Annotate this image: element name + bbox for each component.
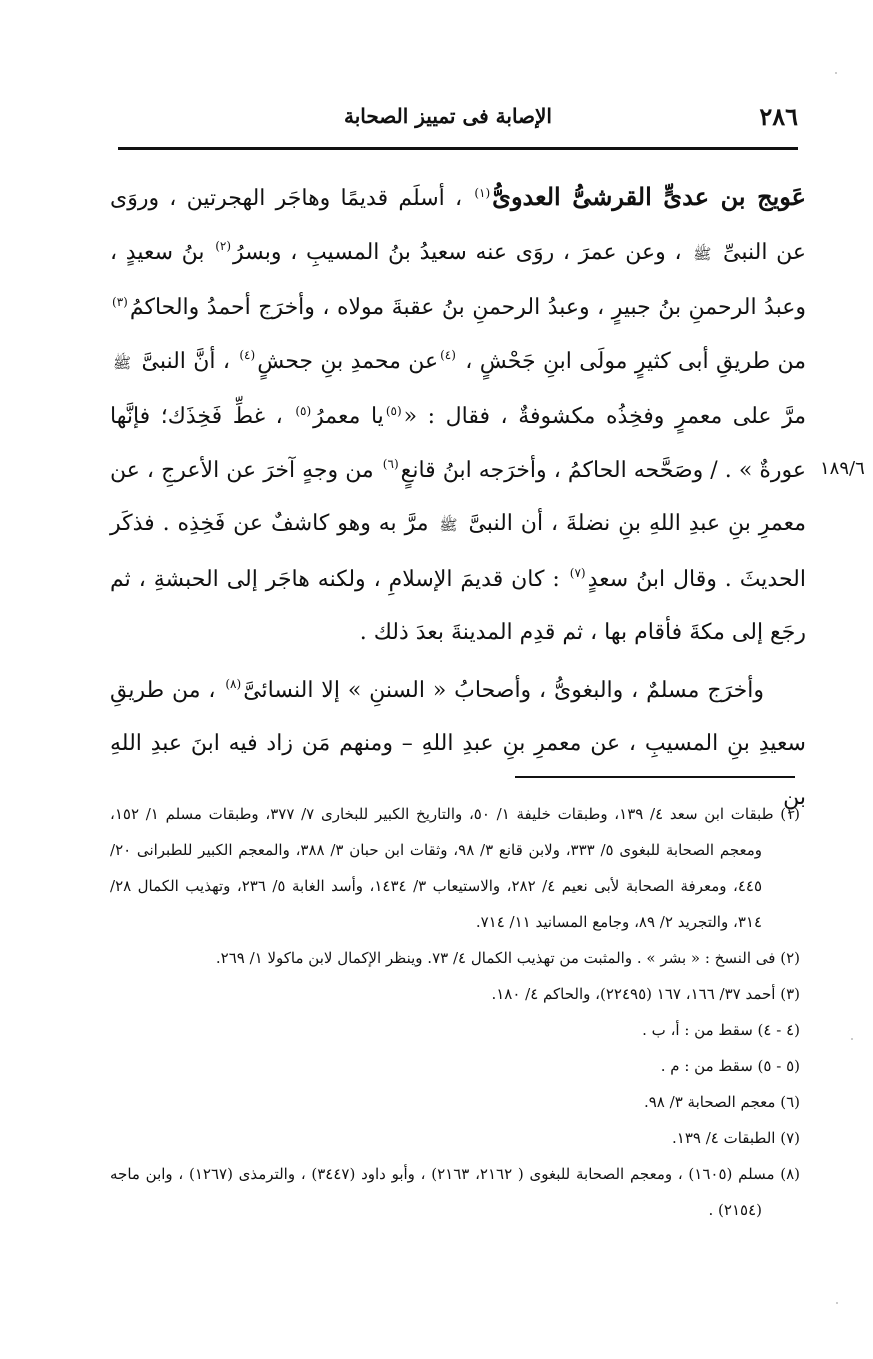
scan-speck [836,1302,838,1304]
text-segment: يا معمرُ [313,404,384,429]
footnote-8: (٨) مسلم (١٦٠٥) ، ومعجم الصحابة للبغوى ( ٢١٦٢، ٢١٦٣) ، وأبو داود (٣٤٤٧) ، والترمذى (١٢٦٧) ، وابن ماجه (٢١٥٤) . [110,1165,800,1219]
footnote-5: (٥ - ٥) سقط من : م . [660,1057,800,1075]
text-segment: ، غطِّ فَخِذَك؛ فإنَّها عورةٌ » . / وصَحَّحه الحاكمُ ، وأخرَجه ابنُ قانعٍ [110,404,806,483]
footnote-ref-4-close: (٤) [239,348,256,363]
page-number: ٢٨٦ [759,102,798,131]
footnote-ref-6: (٦) [382,457,399,472]
text-segment: مرَّ على معمرٍ وفخِذُه مكشوفةٌ ، فقال : « [403,404,807,429]
footnote-7: (٧) الطبقات ٤/ ١٣٩. [671,1129,800,1147]
text-segment: ، من طريقِ سعيدِ بنِ المسيبِ ، عن معمرِ بنِ عبدِ اللهِ – ومنهم مَن زاد فيه ابنَ عبدِ اللهِ بنِ [110,677,806,810]
footnotes [110,796,800,1228]
text-segment: من طريقِ أبى كثيرٍ مولَى ابنِ جَحْشٍ ، [465,348,806,374]
main-text [110,170,806,824]
footnote-ref-1: (١) [474,185,491,200]
margin-volume-page-note: ١٨٩/٦ [820,458,865,479]
footnote-ref-5-close: (٥) [295,403,312,418]
text-segment: وأخرَج مسلمٌ ، والبغوىُّ ، وأصحابُ « السننِ » إلا النسائىَّ [243,677,764,703]
footnote-4: (٤ - ٤) سقط من : أ، ب . [642,1021,800,1039]
scan-speck [835,72,837,74]
text-segment: بنُ سعيدٍ ، وعبدُ الرحمنِ بنُ جبيرٍ ، وعبدُ الرحمنِ بنُ عقبةَ مولاه ، وأخرَج أحمدُ والحاكمُ [110,239,806,320]
running-title: الإصابة فى تمييز الصحابة [344,104,552,128]
scan-speck [851,1038,853,1040]
text-segment: ، أنَّ النبىَّ [141,348,230,374]
footnote-ref-2: (٢) [215,239,232,254]
footnote-ref-8: (٨) [225,677,242,692]
text-segment: مرَّ به وهو كاشفٌ عن فَخِذِه . فذكَر الحديثَ . وقال ابنُ سعدٍ [110,511,806,592]
footnote-ref-4-open: (٤) [440,348,456,363]
salla-ligature: ﷺ [113,353,132,372]
salla-ligature: ﷺ [439,516,458,534]
header-rule [118,147,798,150]
paragraph-1 [110,170,806,660]
text-segment: ، وعن عمرَ ، روَى عنه سعيدُ بنُ المسيبِ ، وبسرُ [233,239,682,265]
page-header [118,100,798,140]
footnote-separator [515,776,795,778]
footnote-2: (٢) فى النسخ : « بشر » . والمثبت من تهذيب الكمال ٤/ ٧٣. وينظر الإكمال لابن ماكولا ١/ ٢٦٩. [215,949,800,967]
footnote-6: (٦) معجم الصحابة ٣/ ٩٨. [643,1093,800,1111]
footnote-ref-5-open: (٥) [385,403,402,418]
salla-ligature: ﷺ [693,244,712,263]
text-segment: من وجهٍ آخرَ عن الأعرجِ ، عن معمرِ بنِ عبدِ اللهِ بنِ نضلةَ ، أن النبىَّ [110,457,807,536]
text-segment: عن محمدِ بنِ جحشٍ [257,348,439,374]
footnote-ref-7: (٧) [569,566,586,581]
footnote-3: (٣) أحمد ٣٧/ ١٦٦، ١٦٧ (٢٢٤٩٥)، والحاكم ٤/ ١٨٠. [491,985,800,1003]
entry-name: عَويج بن عدىٍّ القرشىُّ العدوىُّ [492,182,806,211]
text-segment: : كان قديمَ الإسلامِ ، ولكنه هاجَر إلى الحبشةِ ، ثم رجَع إلى مكةَ فأقام بها ، ثم قدِم المدينةَ بعدَ ذلك . [110,566,806,645]
footnote-ref-3: (٣) [112,294,128,309]
footnote-1: (١) طبقات ابن سعد ٤/ ١٣٩، وطبقات خليفة ١/ ٥٠، والتاريخ الكبير للبخارى ٧/ ٣٧٧، وطبقات مسلم ١/ ١٥٢، ومعجم الصحابة للبغوى ٥/ ٣٣٣، ولابن قانع ٣/ ٩٨، وثقات ابن حبان ٣/ ٣٨٨، والمعجم الكبير للطبرانى ٢٠/ ٤٤٥، ومعرفة الصحابة لأبى نعيم ٤/ ٢٨٢، والاستيعاب ٣/ ١٤٣٤، وأسد الغابة ٥/ ٢٣٦، وتهذيب الكمال ٢٨/ ٣١٤، والتجريد ٢/ ٨٩، وجامع المسانيد ١١/ ٧١٤. [110,805,801,931]
text-segment: ، أسلَم قديمًا وهاجَر الهجرتين ، وروَى عن النبىِّ [110,186,806,265]
